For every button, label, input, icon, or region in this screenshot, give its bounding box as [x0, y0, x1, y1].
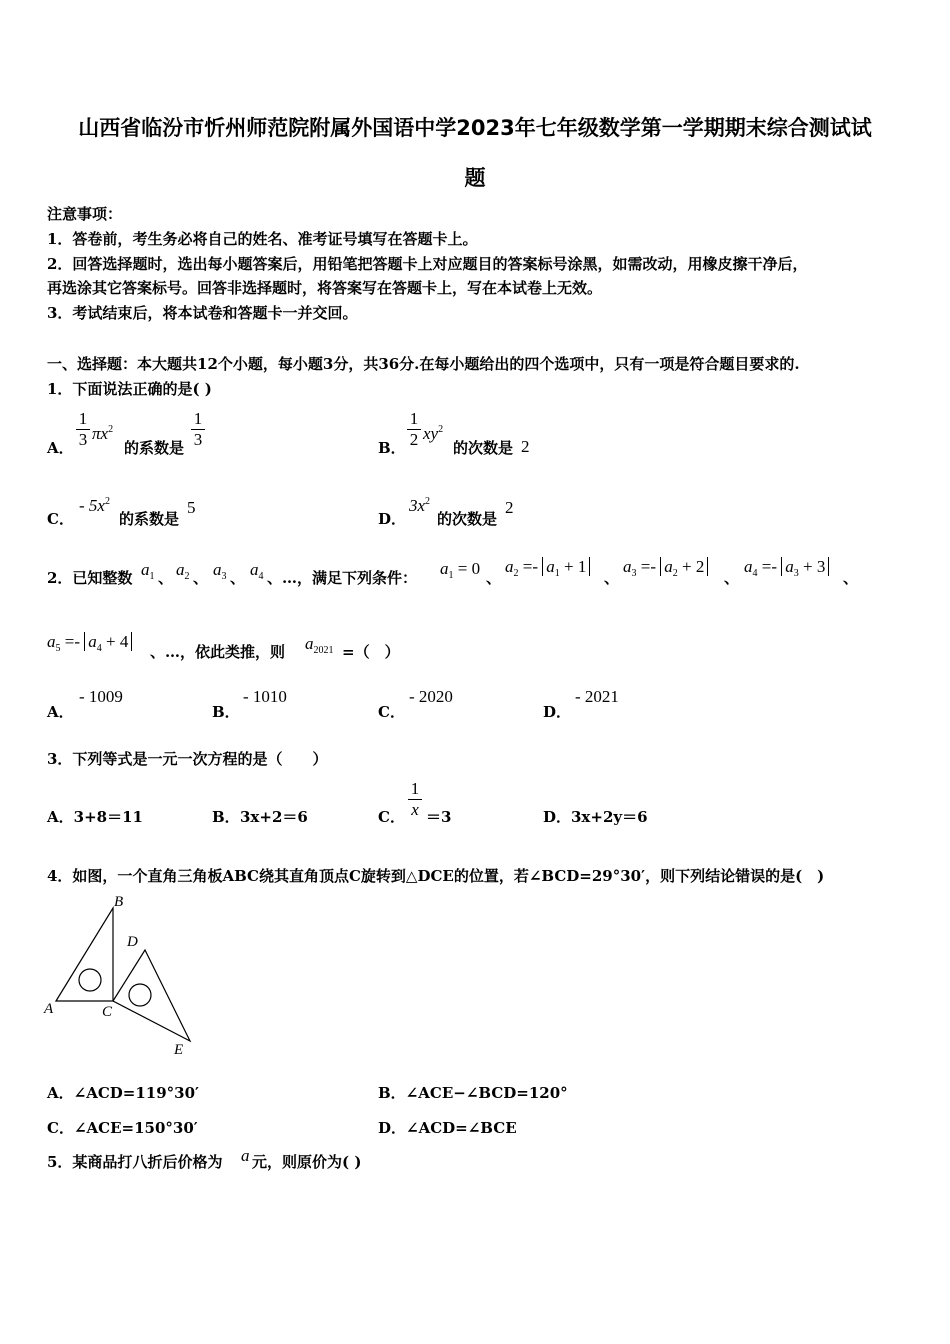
q1-option-b-label: B．: [378, 439, 406, 457]
q1-b-answer: 2: [521, 437, 530, 456]
q2-option-a-label: A．: [47, 703, 74, 721]
label-a: A: [44, 1001, 54, 1017]
q1-a-fraction: 1 3: [76, 410, 90, 449]
q4-stem: 4．如图，一个直角三角板ABC绕其直角顶点C旋转到△DCE的位置，若∠BCD=29°30′，则下列结论错误的是( ): [47, 867, 825, 885]
q1-a-text: 的系数是: [124, 439, 185, 457]
label-b: B: [114, 894, 124, 910]
q2-seq-a3: $a_3$: [213, 560, 227, 582]
triangle-abc: [56, 908, 113, 1001]
q1-c-answer: 5: [187, 498, 196, 517]
label-d: D: [127, 934, 138, 950]
q1-option-d-label: D．: [378, 510, 407, 528]
q1-d-expression: $3x^2$: [409, 496, 431, 515]
q5-stem-end: 元，则原价为( ): [252, 1153, 362, 1171]
notes-heading: 注意事项：: [47, 205, 123, 223]
page-title-continued: 题: [464, 166, 486, 190]
q2-seq-a1: $a_1$: [141, 560, 155, 582]
q2-seq-a2: $a_2$: [176, 560, 190, 582]
q2-line2-tail: 、…，依此类推，则: [150, 643, 286, 661]
q4-option-a: A．∠ACD=119°30′: [47, 1084, 199, 1102]
q5-variable: a: [241, 1146, 250, 1165]
circle-in-dce: [129, 984, 151, 1006]
q1-c-expression: - $5x^2$: [79, 496, 110, 515]
q3-option-c-label: C．: [378, 808, 405, 826]
q2-option-b-value: - 1010: [243, 687, 287, 706]
q2-sep-7: 、: [843, 569, 859, 587]
q3-option-c-tail: ＝3: [426, 808, 452, 826]
q3-option-b: 3x+2＝6: [240, 808, 308, 826]
q2-sep-4: 、: [486, 569, 502, 587]
q2-option-a-value: - 1009: [79, 687, 123, 706]
q1-option-a-label: A．: [47, 439, 74, 457]
q3-option-a: A．3+8＝11: [47, 808, 143, 826]
q2-option-b-label: B．: [212, 703, 240, 721]
q2-condition-a1: $a_1 = 0$: [440, 559, 481, 581]
section-heading: 一、选择题：本大题共12个小题，每小题3分，共36分.在每小题给出的四个选项中，只有一项是符合题目要求的.: [47, 355, 800, 373]
q4-option-d: D．∠ACD=∠BCE: [378, 1119, 517, 1137]
page-title: 山西省临汾市忻州师范院附属外国语中学2023年七年级数学第一学期期末综合测试试: [78, 116, 872, 140]
q1-a-answer-fraction: 1 3: [191, 410, 205, 449]
note-item-3: 3．考试结束后，将本试卷和答题卡一并交回。: [47, 304, 358, 322]
q3-option-d: 3x+2y＝6: [571, 808, 648, 826]
q2-sep-5: 、: [604, 569, 620, 587]
note-item-1: 1．答卷前，考生务必将自己的姓名、准考证号填写在答题卡上。: [47, 230, 478, 248]
q1-b-text: 的次数是: [453, 439, 514, 457]
q1-c-text: 的系数是: [119, 510, 180, 528]
circle-in-abc: [79, 969, 101, 991]
q2-sep-2: 、: [193, 569, 209, 587]
note-item-2-continued: 再选涂其它答案标号。回答非选择题时，将答案写在答题卡上，写在本试卷上无效。: [47, 279, 603, 297]
q2-option-c-value: - 2020: [409, 687, 453, 706]
q1-d-answer: 2: [505, 498, 514, 517]
q5-stem-start: 5．某商品打八折后价格为: [47, 1153, 223, 1171]
q3-c-fraction: 1 x: [408, 780, 422, 819]
q1-a-expression: $\pi x^2$: [92, 424, 114, 443]
q2-conditions-intro: 、…，满足下列条件：: [267, 569, 418, 587]
q4-option-b: B．∠ACE−∠BCD=120°: [378, 1084, 568, 1102]
label-e: E: [174, 1042, 184, 1058]
q2-condition-a5: $a_5 =- a_4 + 4$: [47, 632, 132, 654]
q4-option-c: C．∠ACE=150°30′: [47, 1119, 198, 1137]
q3-stem: 3．下列等式是一元一次方程的是（ ）: [47, 750, 328, 768]
q2-condition-a4: $a_4 =- a_3 + 3$: [744, 557, 829, 579]
q2-sep-1: 、: [158, 569, 174, 587]
q2-option-d-value: - 2021: [575, 687, 619, 706]
q2-stem-start: 2．已知整数: [47, 569, 133, 587]
q2-sep-6: 、: [724, 569, 740, 587]
q2-option-c-label: C．: [378, 703, 405, 721]
q1-option-c-label: C．: [47, 510, 74, 528]
q3-option-d-label: D．: [543, 808, 572, 826]
q2-seq-a4: $a_4$: [250, 560, 264, 582]
q1-d-text: 的次数是: [437, 510, 498, 528]
label-c: C: [102, 1004, 113, 1020]
q2-sep-3: 、: [230, 569, 246, 587]
q2-a2021: $a_{2021}$: [305, 634, 334, 656]
note-item-2: 2．回答选择题时，选出每小题答案后，用铅笔把答题卡上对应题目的答案标号涂黑，如需改动，用橡皮擦干净后，: [47, 255, 808, 273]
q1-b-fraction: 1 2: [407, 410, 421, 449]
q2-condition-a3: $a_3 =- a_2 + 2$: [623, 557, 708, 579]
q2-condition-a2: $a_2 =- a_1 + 1$: [505, 557, 590, 579]
q1-stem: 1．下面说法正确的是( ): [47, 380, 212, 398]
q3-option-b-label: B．: [212, 808, 240, 826]
q2-end: =（ ）: [342, 643, 400, 661]
q4-triangle-figure: [40, 888, 200, 1063]
q2-option-d-label: D．: [543, 703, 572, 721]
q1-b-expression: $xy^2$: [423, 424, 444, 443]
